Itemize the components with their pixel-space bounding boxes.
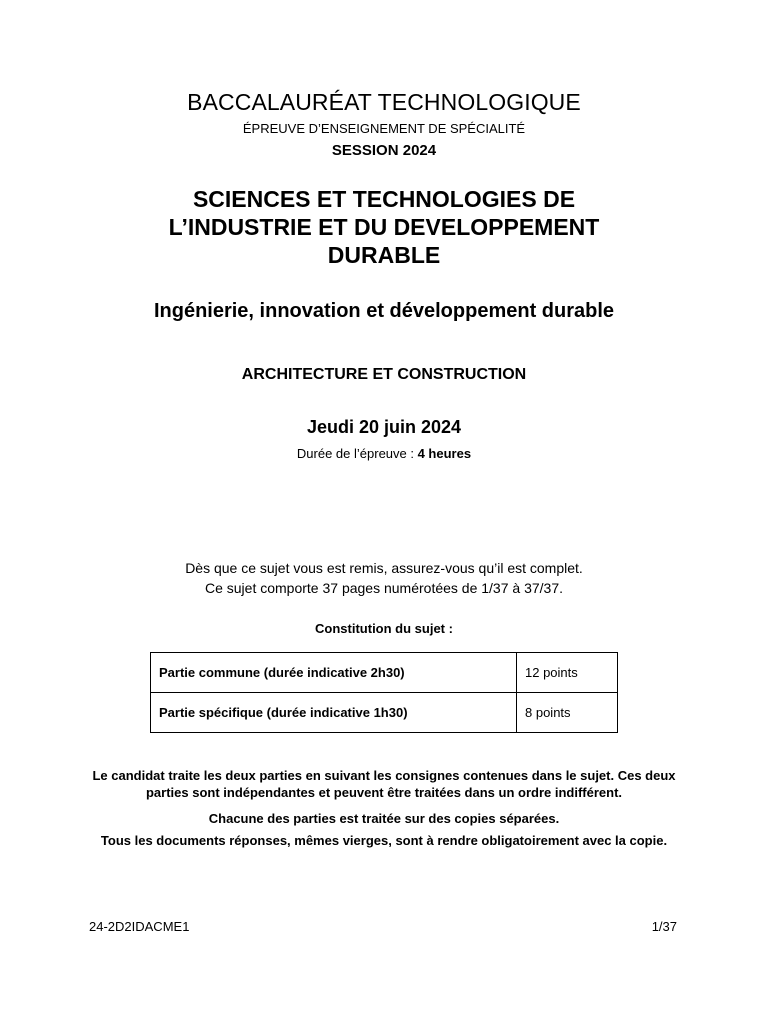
main-title xyxy=(0,185,768,269)
table-row xyxy=(151,693,618,733)
notice xyxy=(0,558,768,598)
specialty: ARCHITECTURE ET CONSTRUCTION xyxy=(241,366,527,383)
exam-date: Jeudi 20 juin 2024 xyxy=(306,417,462,437)
instruction-paragraph-3: Tous les documents réponses, mêmes vierges, sont à rendre obligatoirement avec la copie. xyxy=(100,833,668,848)
subtitle: Ingénierie, innovation et développement durable xyxy=(153,300,615,322)
instruction-paragraph-1: Le candidat traite les deux parties en suivant les consignes contenues dans le sujet. Ces deux parties sont indépendantes et peuvent être traitées dans un ordre indifférent. xyxy=(92,768,676,800)
constitution-table xyxy=(150,652,618,733)
subject-code: 24-2D2IDACME1 xyxy=(89,919,190,934)
main-title-line1: SCIENCES ET TECHNOLOGIES DE xyxy=(192,186,576,212)
exam-title: BACCALAURÉAT TECHNOLOGIQUE xyxy=(187,89,581,115)
instructions xyxy=(0,767,768,849)
instruction-paragraph-2: Chacune des parties est traitée sur des copies séparées. xyxy=(208,811,560,826)
session-label: SESSION 2024 xyxy=(331,142,437,159)
notice-line2: Ce sujet comporte 37 pages numérotées de 1/37 à 37/37. xyxy=(204,580,563,596)
page-number: 1/37 xyxy=(651,919,677,934)
part-cell: Partie spécifique (durée indicative 1h30) xyxy=(151,693,517,733)
duration-value: 4 heures xyxy=(417,446,472,461)
epreuve-label: ÉPREUVE D’ENSEIGNEMENT DE SPÉCIALITÉ xyxy=(242,121,526,136)
notice-line1: Dès que ce sujet vous est remis, assurez-vous qu’il est complet. xyxy=(185,560,583,576)
duration-label: Durée de l’épreuve : xyxy=(296,446,418,461)
points-cell: 12 points xyxy=(517,653,618,693)
constitution-heading: Constitution du sujet : xyxy=(315,621,453,636)
part-cell: Partie commune (durée indicative 2h30) xyxy=(151,653,517,693)
exam-duration xyxy=(0,446,768,461)
table-row xyxy=(151,653,618,693)
main-title-line2: L’INDUSTRIE ET DU DEVELOPPEMENT xyxy=(168,214,600,240)
points-cell: 8 points xyxy=(517,693,618,733)
main-title-line3: DURABLE xyxy=(327,242,441,268)
